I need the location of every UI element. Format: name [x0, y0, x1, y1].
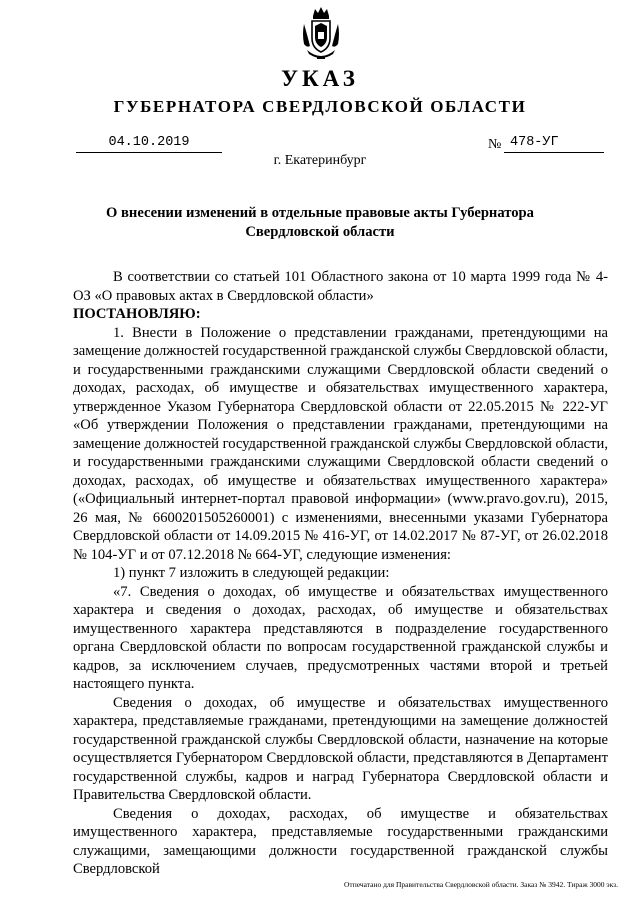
issuer-heading: ГУБЕРНАТОРА СВЕРДЛОВСКОЙ ОБЛАСТИ — [113, 97, 527, 116]
document-body — [73, 268, 608, 879]
document-type-heading: УКАЗ — [281, 66, 359, 91]
body-paragraph: 1) пункт 7 изложить в следующей редакции: — [113, 565, 390, 581]
city-line: г. Екатеринбург — [273, 153, 367, 168]
coat-of-arms-emblem — [301, 6, 341, 62]
body-paragraph: 1. Внести в Положение о представлении гражданами, претендующими на замещение должностей государственной гражданской службы Свердловской области, и государственными гражданскими служащими Свердловской области сведений о доходах, расходах, об имуществе и обязательствах имущественного характера, утвержденное Указом Губернатора Свердловской области от 22.05.2015 № 222-УГ «Об утверждении Положения о представлении гражданами, претендующими на замещение должностей государственной гражданской службы Свердловской области, и государственными гражданскими служащими Свердловской области сведений о доходах, расходах, об имуществе и обязательствах имущественного характера» («Официальный интернет-портал правовой информации» (www.pravo.gov.ru), 2015, 26 мая, № 6600201505260001) с изменениями, внесенными указами Губернатора Свердловской области от 14.09.2015 № 416-УГ, от 14.02.2017 № 87-УГ, от 26.02.2018 № 104-УГ и от 07.12.2018 № 664-УГ, следующие изменения: — [73, 324, 608, 563]
preamble-paragraph: В соответствии со статьей 101 Областного закона от 10 марта 1999 года № 4-ОЗ «О правовых актах в Свердловской области» — [73, 269, 608, 304]
print-footer-note: Отпечатано для Правительства Свердловской области. Заказ № 3942. Тираж 3000 экз. — [344, 880, 618, 889]
number-sign: № — [488, 137, 502, 152]
body-paragraph: «7. Сведения о доходах, об имуществе и обязательствах имущественного характера и сведения о доходах, расходах, об имуществе и обязательствах имущественного характера представляются в подразделение государственного органа Свердловской области по вопросам государственной гражданской службы и кадров, за исключением случаев, предусмотренных частями второй и третьей настоящего пункта. — [73, 583, 608, 692]
document-title-line: Свердловской области — [245, 224, 395, 240]
document-title-line: О внесении изменений в отдельные правовые акты Губернатора — [106, 205, 534, 221]
body-paragraph: Сведения о доходах, об имуществе и обязательствах имущественного характера, представляемые гражданами, претендующими на замещение должностей государственной гражданской службы Свердловской области, назначение на которые осуществляется Губернатором Свердловской области, представляются в Департамент государственной службы, кадров и наград Губернатора Свердловской области и Правительства Свердловской области. — [73, 694, 608, 803]
body-paragraph: Сведения о доходах, расходах, об имуществе и обязательствах имущественного характера, представляемые государственными гражданскими служащими, замещающими должности государственной гражданской службы Свердловской — [73, 805, 608, 877]
decree-keyword: ПОСТАНОВЛЯЮ: — [73, 306, 201, 322]
document-title — [100, 204, 540, 242]
document-number: 478-УГ — [504, 135, 604, 153]
document-date: 04.10.2019 — [76, 135, 222, 153]
